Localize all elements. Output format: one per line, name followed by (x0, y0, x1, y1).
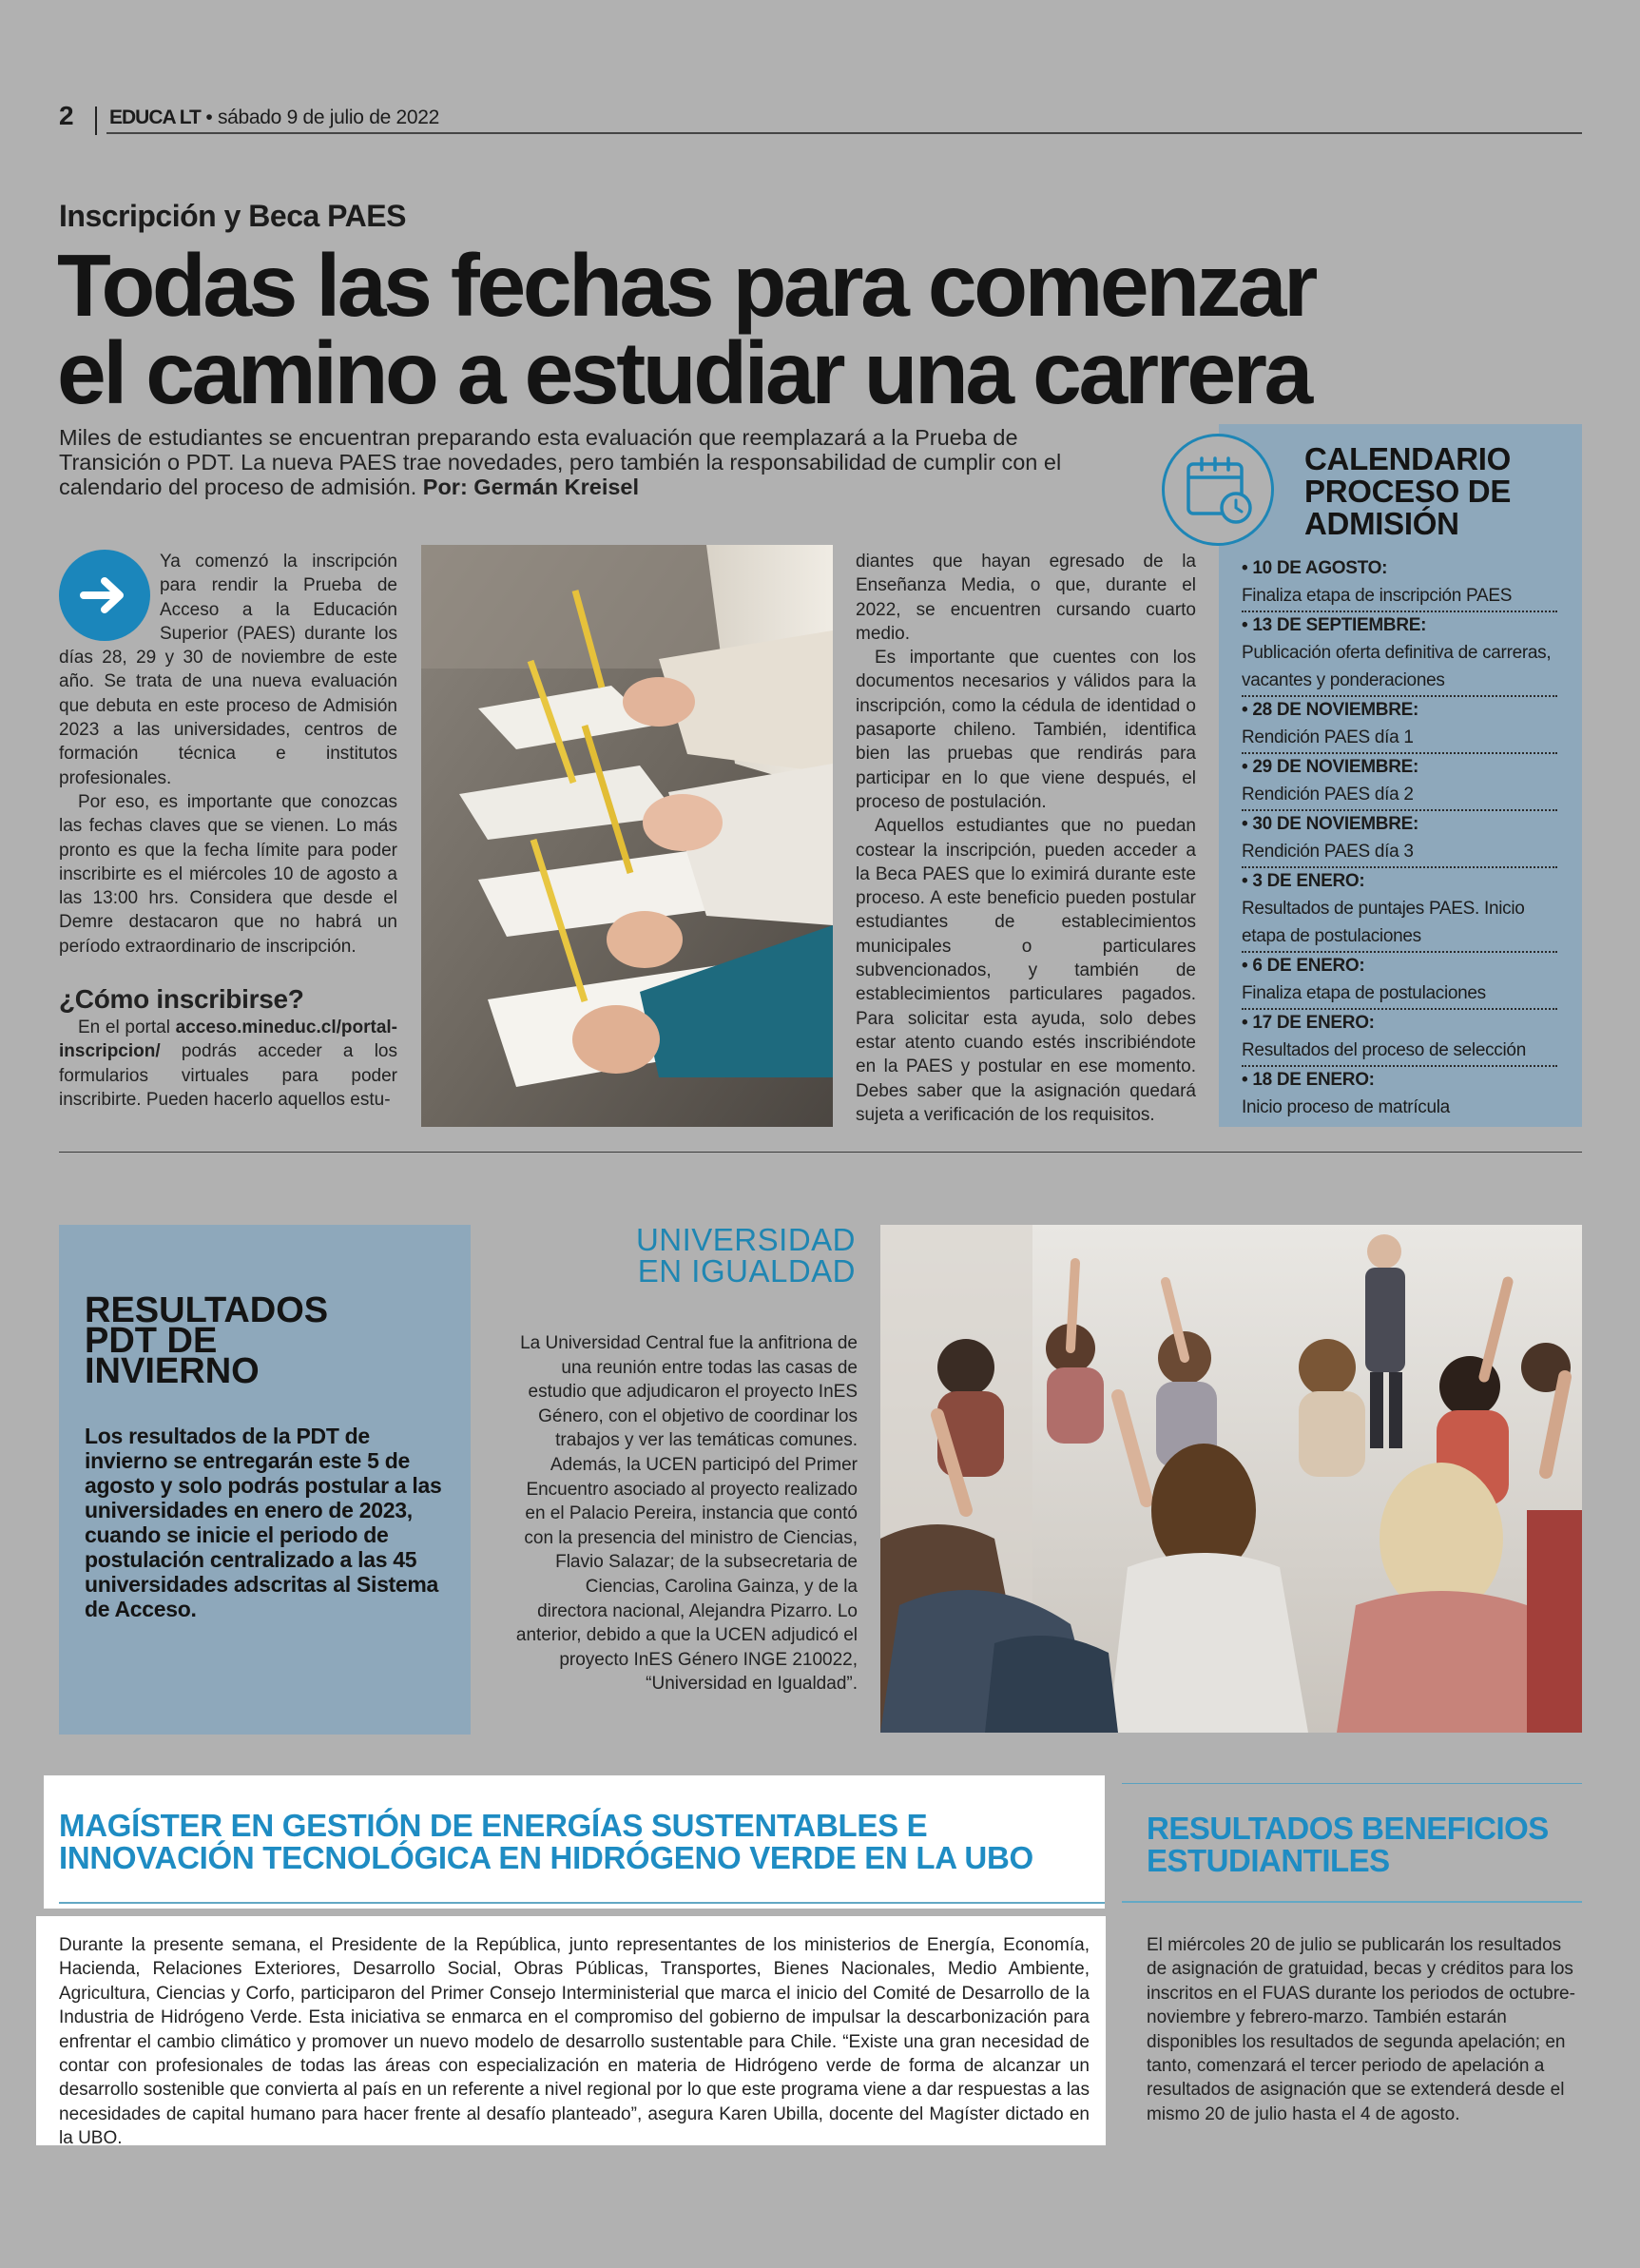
headline-line-1: Todas las fechas para comenzar (57, 236, 1315, 335)
issue-date: • sábado 9 de julio de 2022 (205, 107, 439, 128)
calendar-title: CALENDARIO PROCESO DE ADMISIÓN (1304, 441, 1512, 541)
col1-paragraph-1: Ya comenzó la inscripción para rendir la Prueba de Acceso a la Educación Superior (PAES) durante los días 28, 29 y 30 de noviembre de este año. Se trata de una nueva evaluación que debuta en este proceso de Admisión 2023 a las universidades, centros de formación técnica e institutos profesionales. (59, 552, 397, 788)
beneficios-rule (1122, 1901, 1582, 1903)
header-rule (106, 132, 1582, 134)
calendar-item (1242, 1067, 1557, 1122)
beneficios-top-rule (1122, 1783, 1582, 1784)
photo-classroom-raised-hands (880, 1225, 1582, 1733)
magister-body: Durante la presente semana, el Presidente de la República, junto representantes de los ministerios de Energía, Economía, Hacienda, Relaciones Exteriores, Desarrollo Social, Obras Públicas, Transportes, Bienes Nacionales, Medio Ambiente, Agricultura, Ciencias y Corfo, participaron del Primer Consejo Interministerial que marca el inicio del Comité de Desarrollo de la Industria de Hidrógeno Verde. Esta iniciativa se enmarca en el compromiso del gobierno de impulsar la descarbonización para enfrentar el cambio climático y promover un nuevo modelo de desarrollo sustentable para Chile. “Existe una gran necesidad de contar con profesionales de todas las áreas con especialización en materia de Hidrógeno verde de forma de alcanzar un desarrollo sostenible que convierta al país en un referente a nivel regional por lo que este programa viene a dar respuestas a las necesidades de capital humano para hacer frente al desafío planteado”, asegura Karen Ubilla, docente del Magíster dictado en la UBO. (59, 1935, 1090, 2149)
calendar-item (1242, 953, 1557, 1010)
calendar-date: • 3 DE ENERO: (1242, 871, 1365, 891)
universidad-title-line: EN IGUALDAD (637, 1253, 856, 1289)
col3-paragraph-3: Aquellos estudiantes que no puedan costear la inscripción, pueden acceder a la Beca PAES que lo eximirá durante este proceso. A este beneficio pueden postular estudiantes de establecimientos municipales o particulares subvencionados, y también de establecimientos particulares pagados. Para solicitar esta ayuda, solo debes estar atento cuando estés inscribiéndote en la PAES y postular en ese momento. Debes saber que la asignación quedará sujeta a verificación de los requisitos. (856, 816, 1196, 1125)
byline: Por: Germán Kreisel (422, 475, 640, 499)
pdt-title-line: PDT DE (85, 1321, 218, 1361)
universidad-title (532, 1224, 856, 1287)
col3-paragraph-2: Es importante que cuentes con los documentos necesarios y válidos para la inscripción, como la cédula de identidad o pasaporte chileno. También, identifica bien las pruebas que rendirás para participar en lo que viene después, el proceso de postulación. (856, 648, 1196, 812)
col1-paragraph-2: Por eso, es importante que conozcas las fechas claves que se vienen. Lo más pronto es que la fecha límite para poder inscribirte es el miércoles 10 de agosto a las 13:00 hrs. Considera que desde el Demre destacaron que no habrá un período extraordinario de inscripción. (59, 791, 397, 957)
beneficios-title-line: ESTUDIANTILES (1147, 1843, 1390, 1878)
arrow-right-icon (59, 550, 150, 641)
calendar-date: • 28 DE NOVIEMBRE: (1242, 700, 1419, 720)
calendar-date: • 13 DE SEPTIEMBRE: (1242, 615, 1427, 635)
beneficios-body: El miércoles 20 de julio se publicarán los resultados de asignación de gratuidad, becas y créditos para los inscritos en el FUAS durante los periodos de octubre-noviembre y febrero-marzo. También estarán disponibles los resultados de segunda apelación; en tanto, comenzará el tercer periodo de apelación a resultados de asignación que se extenderá desde el mismo 20 de julio hasta el 4 de agosto. (1147, 1935, 1575, 2124)
article-column-3 (856, 550, 1196, 1127)
calendar-clock-icon (1162, 434, 1274, 546)
section-subhead: ¿Cómo inscribirse? (59, 984, 304, 1015)
header-meta (109, 107, 439, 129)
pdt-title-line: INVIERNO (85, 1351, 260, 1391)
calendar-item (1242, 811, 1557, 868)
calendar-item (1242, 1010, 1557, 1067)
calendar-item (1242, 868, 1557, 953)
calendar-date: • 29 DE NOVIEMBRE: (1242, 757, 1419, 777)
calendar-date: • 10 DE AGOSTO: (1242, 558, 1388, 578)
col1-p3-tail: podrás acceder a los formularios virtuales para poder inscribirte. Pueden hacerlo aquellos estu- (59, 1041, 397, 1110)
magister-rule (59, 1902, 1105, 1904)
calendar-item (1242, 612, 1557, 697)
dek-text: Miles de estudiantes se encuentran preparando esta evaluación que reemplazará a la Prueba de Transición o PDT. La nueva PAES trae novedades, pero también la responsabilidad de cumplir con el calendario del proceso de admisión. (59, 425, 1062, 499)
section-divider (59, 1152, 1582, 1153)
calendar-desc: Rendición PAES día 2 (1242, 785, 1414, 804)
calendar-item (1242, 754, 1557, 811)
pdt-title-line: RESULTADOS (85, 1290, 329, 1330)
calendar-desc: Inicio proceso de matrícula (1242, 1097, 1450, 1117)
article-headline (57, 236, 1540, 422)
photo-students-writing (421, 545, 833, 1127)
magister-title-line: MAGÍSTER EN GESTIÓN DE ENERGÍAS SUSTENTABLES E (59, 1808, 928, 1843)
col1-paragraph-3 (59, 1016, 397, 1112)
beneficios-title (1147, 1812, 1582, 1877)
article-kicker: Inscripción y Beca PAES (59, 199, 406, 233)
pdt-title (85, 1290, 446, 1391)
calendar-item (1242, 697, 1557, 754)
calendar-desc: Resultados del proceso de selección (1242, 1040, 1526, 1060)
pdt-body: Los resultados de la PDT de invierno se entregarán este 5 de agosto y solo podrás postular a las universidades en enero de 2023, cuando se inicie el periodo de postulación centralizado a las 45 universidades adscritas al Sistema de Acceso. (85, 1424, 442, 1621)
calendar-desc: Rendición PAES día 1 (1242, 727, 1414, 747)
page-number: 2 (59, 101, 74, 130)
calendar-desc: Publicación oferta definitiva de carreras, vacantes y ponderaciones (1242, 643, 1552, 690)
publication-name: EDUCA LT (109, 107, 201, 128)
calendar-date: • 18 DE ENERO: (1242, 1070, 1375, 1090)
calendar-date: • 17 DE ENERO: (1242, 1013, 1375, 1033)
portal-link[interactable]: acceso.mineduc.cl/portal-inscripcion/ (59, 1018, 397, 1062)
calendar-date: • 6 DE ENERO: (1242, 956, 1365, 976)
calendar-desc: Finaliza etapa de postulaciones (1242, 983, 1486, 1003)
beneficios-title-line: RESULTADOS BENEFICIOS (1147, 1811, 1549, 1846)
calendar-desc: Finaliza etapa de inscripción PAES (1242, 586, 1513, 606)
col3-paragraph-1: diantes que hayan egresado de la Enseñanza Media, o que, durante el 2022, se encuentren cursando cuarto medio. (856, 552, 1196, 644)
article-column-1 (59, 550, 397, 1112)
header-separator (95, 107, 97, 135)
calendar-list (1242, 555, 1557, 1122)
headline-line-2: el camino a estudiar una carrera (57, 323, 1310, 422)
calendar-item (1242, 555, 1557, 612)
magister-title (59, 1810, 1095, 1874)
article-dek (59, 425, 1114, 499)
calendar-desc: Resultados de puntajes PAES. Inicio etapa de postulaciones (1242, 899, 1525, 946)
universidad-title-line: UNIVERSIDAD (635, 1222, 856, 1257)
magister-title-line: INNOVACIÓN TECNOLÓGICA EN HIDRÓGENO VERDE EN LA UBO (59, 1840, 1033, 1875)
universidad-body: La Universidad Central fue la anfitriona de una reunión entre todas las casas de estudio que adjudicaron el proyecto InES Género, con el objetivo de coordinar los trabajos y ver las temáticas comunes. Además, la UCEN participó del Primer Encuentro asociado al proyecto realizado en el Palacio Pereira, instancia que contó con la presencia del ministro de Ciencias, Flavio Salazar; de la subsecretaria de Ciencias, Carolina Gainza, y de la directora nacional, Alejandra Pizarro. Lo anterior, debido a que la UCEN adjudicó el proyecto InES Género INGE 210022, “Universidad en Igualdad”. (515, 1333, 858, 1695)
col1-p3-lead: En el portal (78, 1018, 176, 1038)
calendar-desc: Rendición PAES día 3 (1242, 842, 1414, 862)
calendar-date: • 30 DE NOVIEMBRE: (1242, 814, 1419, 834)
